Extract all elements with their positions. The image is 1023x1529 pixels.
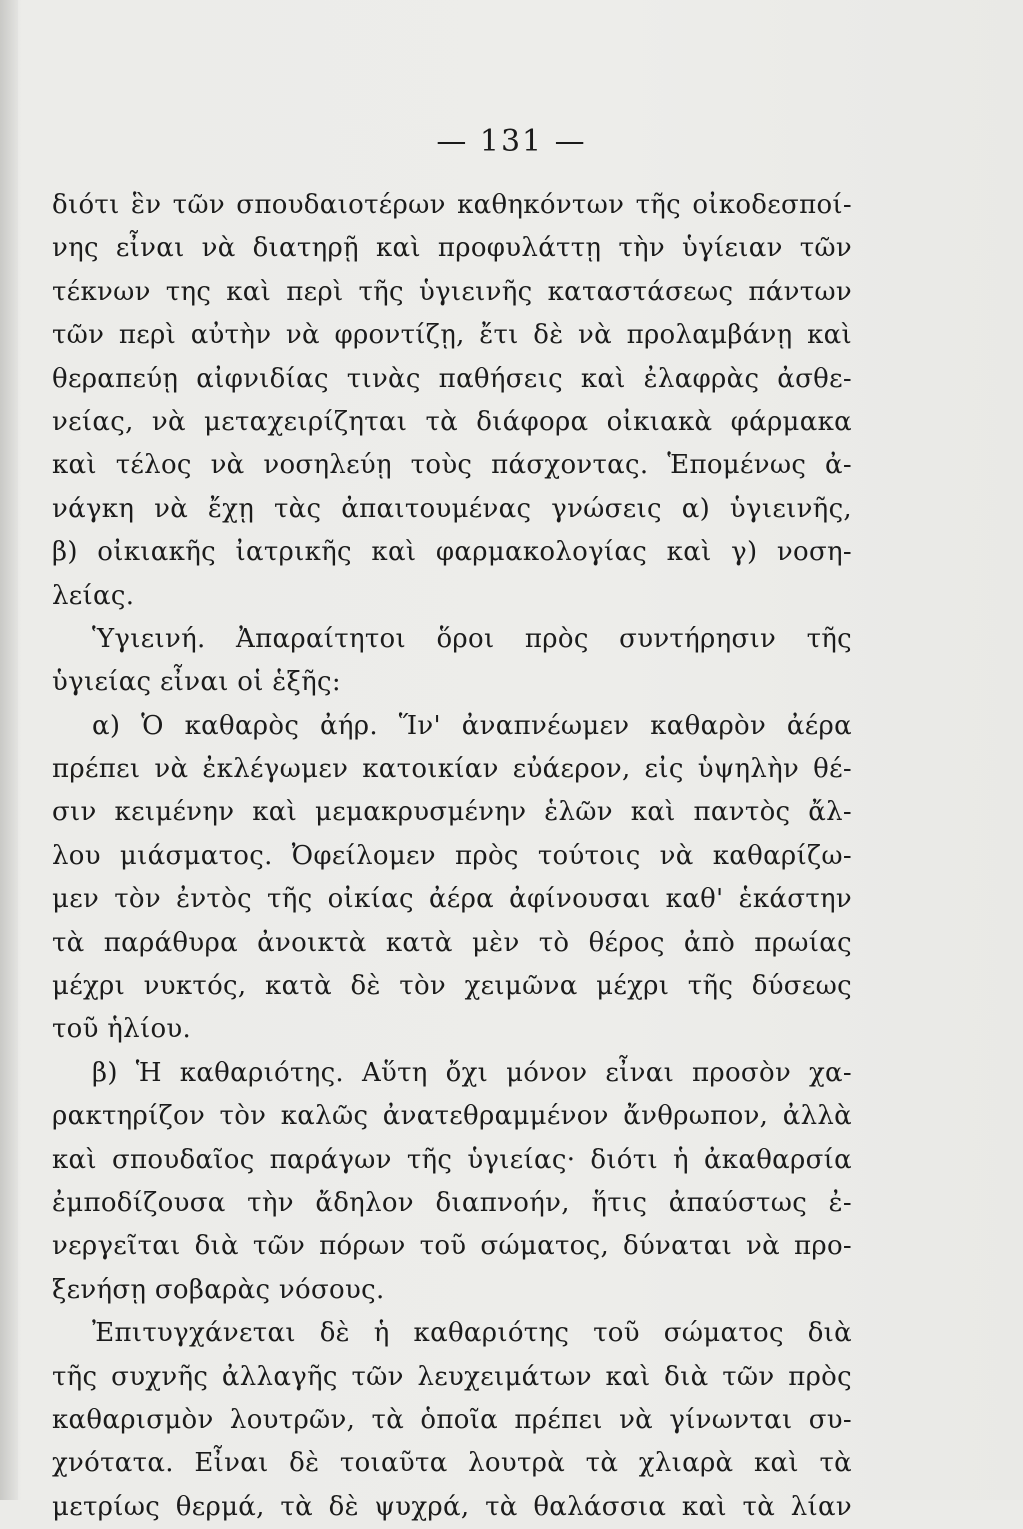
text-line: ὑγιείας εἶναι οἱ ἑξῆς: [52, 667, 341, 698]
text-line: τῶν περὶ αὐτὴν νὰ φροντίζῃ, ἔτι δὲ νὰ προλαμβάνῃ καὶ [52, 320, 852, 351]
text-line: τοῦ ἡλίου. [52, 1014, 192, 1045]
text-line: τῆς συχνῆς ἀλλαγῆς τῶν λευχειμάτων καὶ διὰ τῶν πρὸς [52, 1361, 852, 1392]
page-body-text [52, 184, 852, 1529]
text-line: μεν τὸν ἐντὸς τῆς οἰκίας ἀέρα ἀφίνουσαι καθ' ἑκάστην [52, 884, 852, 915]
text-line: πρέπει νὰ ἐκλέγωμεν κατοικίαν εὐάερον, εἰς ὑψηλὴν θέ- [52, 754, 852, 785]
text-line: β) οἰκιακῆς ἰατρικῆς καὶ φαρμακολογίας καὶ γ) νοση- [52, 537, 852, 568]
paragraph-start-line: Ἐπιτυγχάνεται δὲ ἡ καθαριότης τοῦ σώματος διὰ [92, 1318, 852, 1349]
text-line: ξενήσῃ σοβαρὰς νόσους. [52, 1274, 385, 1305]
text-line: ἐμποδίζουσα τὴν ἄδηλον διαπνοήν, ἥτις ἀπαύστως ἐ- [52, 1187, 852, 1218]
text-line: μετρίως θερμά, τὰ δὲ ψυχρά, τὰ θαλάσσια καὶ τὰ λίαν [52, 1491, 852, 1522]
text-line: λείας. [52, 580, 135, 611]
text-line: καὶ σπουδαῖος παράγων τῆς ὑγιείας· διότι ἡ ἀκαθαρσία [52, 1144, 852, 1175]
text-line: νης εἶναι νὰ διατηρῇ καὶ προφυλάττῃ τὴν ὑγίειαν τῶν [52, 233, 852, 264]
text-line: καὶ τέλος νὰ νοσηλεύῃ τοὺς πάσχοντας. Ἑπομένως ἀ- [52, 450, 852, 481]
text-line: ρακτηρίζον τὸν καλῶς ἀνατεθραμμένον ἄνθρωπον, ἀλλὰ [52, 1101, 852, 1132]
text-line: νείας, νὰ μεταχειρίζηται τὰ διάφορα οἰκιακὰ φάρμακα [52, 406, 852, 437]
text-line: νεργεῖται διὰ τῶν πόρων τοῦ σώματος, δύναται νὰ προ- [52, 1231, 852, 1262]
text-line: διότι ἓν τῶν σπουδαιοτέρων καθηκόντων τῆς οἰκοδεσποί- [52, 190, 852, 220]
text-line: χνότατα. Εἶναι δὲ τοιαῦτα λουτρὰ τὰ χλιαρὰ καὶ τὰ [52, 1448, 852, 1479]
text-line: τέκνων της καὶ περὶ τῆς ὑγιεινῆς καταστάσεως πάντων [52, 276, 852, 307]
text-line: σιν κειμένην καὶ μεμακρυσμένην ἑλῶν καὶ παντὸς ἄλ- [52, 797, 852, 828]
text-line: μέχρι νυκτός, κατὰ δὲ τὸν χειμῶνα μέχρι τῆς δύσεως [52, 971, 852, 1002]
text-line: τὰ παράθυρα ἀνοικτὰ κατὰ μὲν τὸ θέρος ἀπὸ πρωίας [52, 927, 852, 958]
page-spine-shadow [0, 0, 18, 1500]
section-heading-line: Ὑγιεινή. Ἀπαραίτητοι ὅροι πρὸς συντήρησιν τῆς [92, 623, 852, 654]
page-number: — 131 — [436, 124, 587, 159]
text-line: θεραπεύῃ αἰφνιδίας τινὰς παθήσεις καὶ ἐλαφρὰς ἀσθε- [52, 363, 852, 394]
text-line: νάγκη νὰ ἔχῃ τὰς ἀπαιτουμένας γνώσεις α) ὑγιεινῆς, [52, 493, 852, 524]
subsection-line: β) Ἡ καθαριότης. Αὕτη ὄχι μόνον εἶναι προσὸν χα- [92, 1057, 852, 1088]
text-line: λου μιάσματος. Ὀφείλομεν πρὸς τούτοις νὰ καθαρίζω- [52, 840, 852, 871]
text-line: καθαρισμὸν λουτρῶν, τὰ ὁποῖα πρέπει νὰ γίνωνται συ- [52, 1404, 852, 1435]
subsection-line: α) Ὁ καθαρὸς ἀήρ. Ἵν' ἀναπνέωμεν καθαρὸν ἀέρα [92, 710, 852, 741]
